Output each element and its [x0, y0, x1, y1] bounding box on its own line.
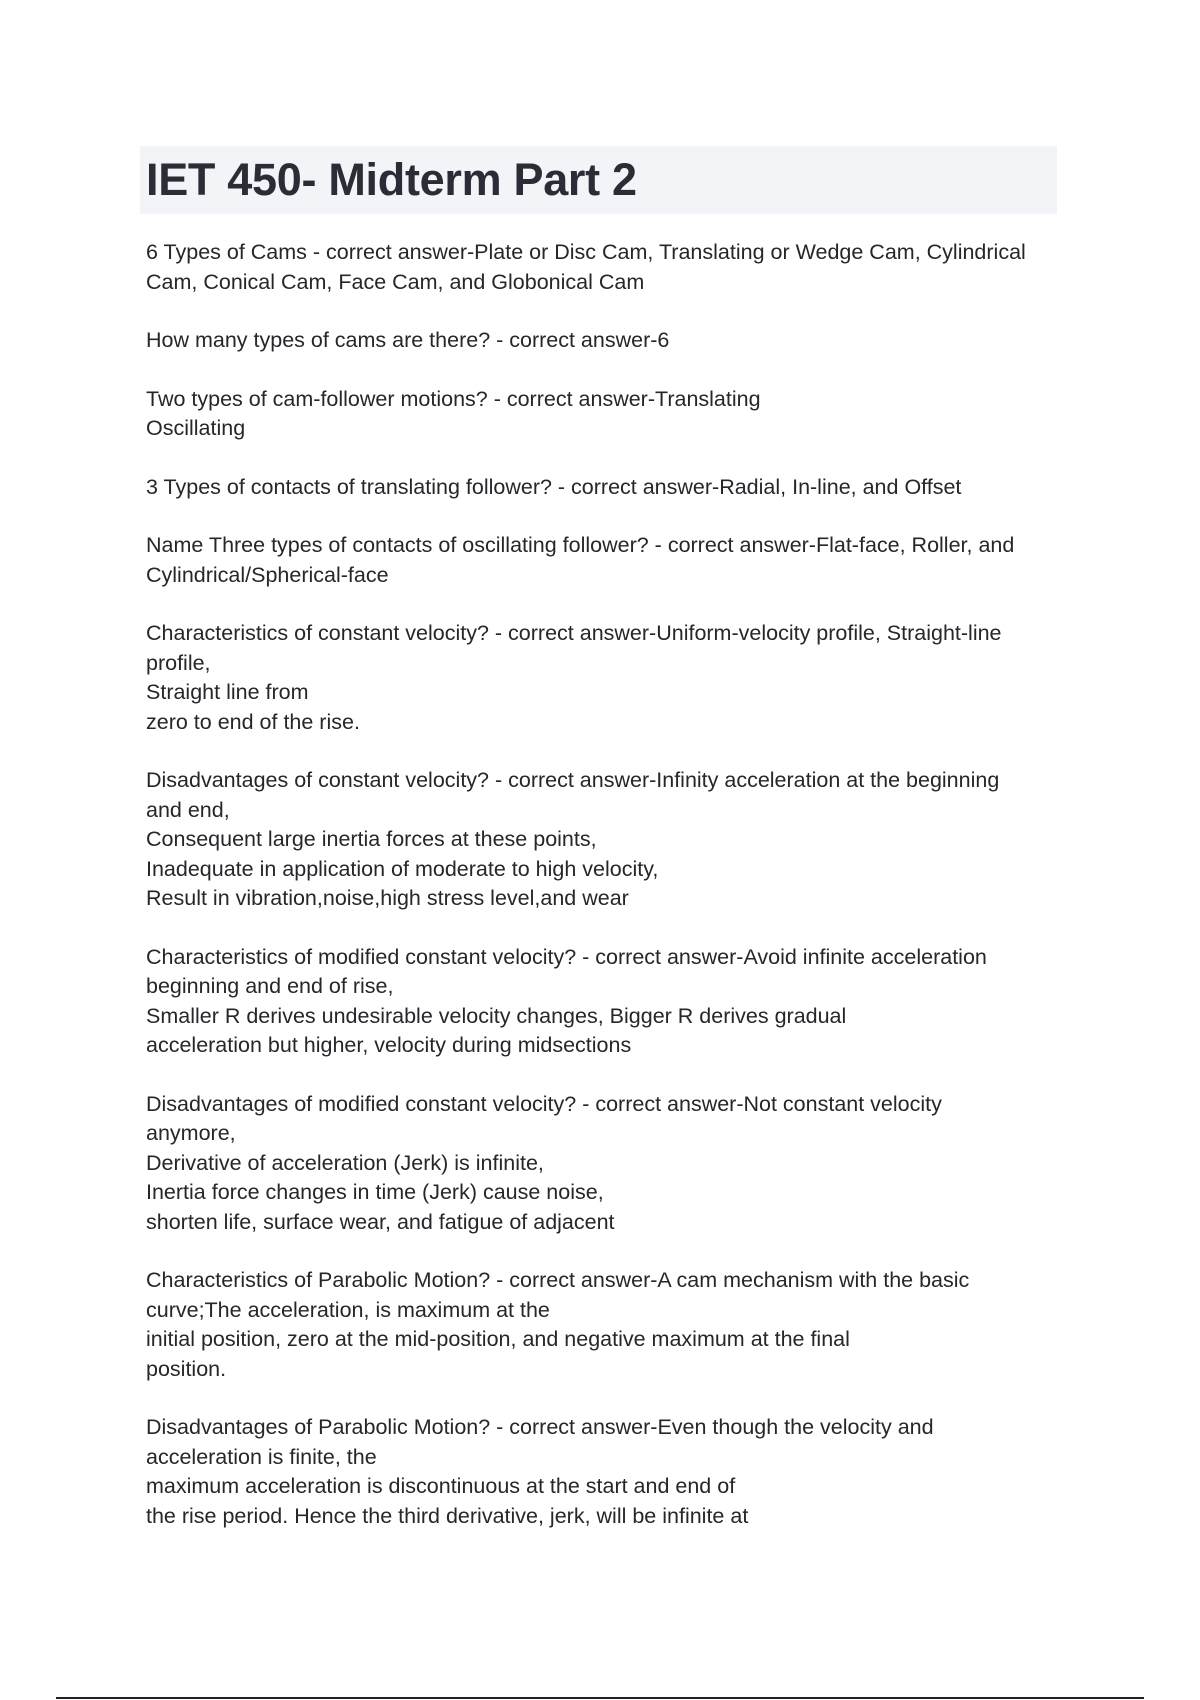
qa-line: Consequent large inertia forces at these points,	[146, 827, 597, 851]
qa-line: Oscillating	[146, 416, 246, 440]
qa-line: Characteristics of modified constant velocity? - correct answer-Avoid infinite acceleration	[146, 944, 987, 969]
qa-list	[146, 238, 1061, 1560]
qa-line: maximum acceleration is discontinuous at the start and end of	[146, 1474, 736, 1498]
qa-entry	[146, 766, 1061, 914]
qa-line: acceleration is finite, the	[146, 1444, 377, 1469]
qa-line: Two types of cam-follower motions? - correct answer-Translating	[146, 386, 761, 411]
qa-line: position.	[146, 1356, 227, 1381]
qa-entry	[146, 1266, 1061, 1384]
footer-divider	[56, 1697, 1144, 1699]
qa-line: Result in vibration,noise,high stress level,and wear	[146, 886, 629, 910]
qa-entry	[146, 238, 1061, 297]
qa-line: Disadvantages of modified constant velocity? - correct answer-Not constant velocity	[146, 1091, 942, 1116]
title-banner	[140, 146, 1057, 214]
qa-line: How many types of cams are there? - correct answer-6	[146, 328, 670, 352]
qa-line: Cam, Conical Cam, Face Cam, and Globonical Cam	[146, 269, 645, 294]
qa-line: beginning and end of rise,	[146, 974, 394, 998]
qa-line: Disadvantages of Parabolic Motion? - correct answer-Even though the velocity and	[146, 1415, 934, 1439]
qa-line: profile,	[146, 650, 211, 675]
qa-entry	[146, 531, 1061, 590]
qa-entry	[146, 1413, 1061, 1531]
qa-entry	[146, 619, 1061, 737]
qa-line: 6 Types of Cams - correct answer-Plate or Disc Cam, Translating or Wedge Cam, Cylindrical	[146, 240, 1026, 264]
qa-line: zero to end of the rise.	[146, 709, 360, 734]
qa-line: Inertia force changes in time (Jerk) cause noise,	[146, 1180, 604, 1204]
qa-line: Disadvantages of constant velocity? - correct answer-Infinity acceleration at the beginning	[146, 768, 1000, 792]
qa-entry	[146, 385, 1061, 444]
qa-line: and end,	[146, 797, 230, 822]
qa-line: the rise period. Hence the third derivative, jerk, will be infinite at	[146, 1503, 749, 1528]
qa-line: Cylindrical/Spherical-face	[146, 562, 389, 587]
qa-line: Characteristics of Parabolic Motion? - correct answer-A cam mechanism with the basic	[146, 1268, 970, 1292]
qa-line: shorten life, surface wear, and fatigue of adjacent	[146, 1209, 615, 1234]
qa-line: Derivative of acceleration (Jerk) is infinite,	[146, 1150, 544, 1175]
qa-entry	[146, 1090, 1061, 1238]
qa-line: Name Three types of contacts of oscillating follower? - correct answer-Flat-face, Roller, and	[146, 533, 1015, 557]
page-title: IET 450- Midterm Part 2	[146, 154, 637, 205]
qa-line: curve;The acceleration, is maximum at the	[146, 1297, 550, 1322]
qa-line: 3 Types of contacts of translating follower? - correct answer-Radial, In-line, and Offset	[146, 474, 962, 499]
qa-line: Straight line from	[146, 680, 309, 704]
qa-entry	[146, 473, 1061, 503]
qa-entry	[146, 943, 1061, 1061]
qa-line: initial position, zero at the mid-position, and negative maximum at the final	[146, 1327, 850, 1351]
qa-line: anymore,	[146, 1121, 236, 1145]
qa-line: Inadequate in application of moderate to high velocity,	[146, 856, 659, 881]
qa-line: Characteristics of constant velocity? - correct answer-Uniform-velocity profile, Straight-line	[146, 621, 1002, 645]
qa-entry	[146, 326, 1061, 356]
qa-line: Smaller R derives undesirable velocity changes, Bigger R derives gradual	[146, 1003, 847, 1028]
qa-line: acceleration but higher, velocity during midsections	[146, 1033, 632, 1057]
